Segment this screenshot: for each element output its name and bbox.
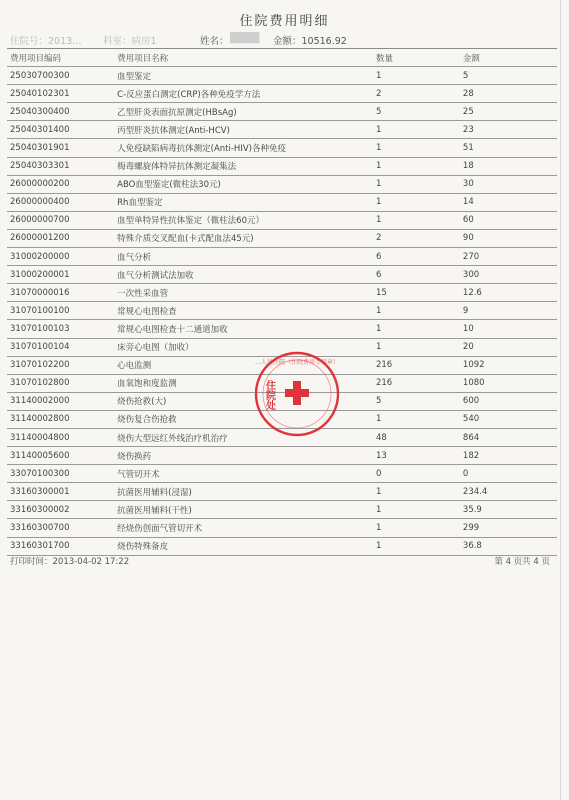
row-item-name: 常规心电图检查: [114, 302, 373, 320]
table-header-row: [7, 49, 557, 67]
row-qty: 1: [373, 483, 460, 501]
expense-table: [7, 48, 557, 556]
row-qty: 1: [373, 302, 460, 320]
header-name: 费用项目名称: [114, 49, 373, 67]
row-amount: 60: [460, 211, 557, 229]
print-time: 打印时间：2013-04-02 17:22: [10, 557, 130, 567]
table-row: [7, 139, 557, 157]
row-qty: 6: [373, 248, 460, 266]
row-qty: 216: [373, 356, 460, 374]
row-qty: 13: [373, 447, 460, 465]
row-item-name: 床旁心电图（加收）: [114, 338, 373, 356]
row-qty: 48: [373, 428, 460, 446]
document-title: 住院费用明细: [239, 14, 330, 29]
row-qty: 216: [373, 374, 460, 392]
table-row: [7, 175, 557, 193]
row-amount: 30: [460, 175, 557, 193]
row-code: 33160301700: [7, 537, 114, 555]
table-row: [7, 465, 557, 483]
row-code: 25030700300: [7, 67, 114, 85]
row-item-name: 经烧伤创面气管切开术: [114, 519, 373, 537]
row-amount: 540: [460, 410, 557, 428]
row-item-name: C-反应蛋白测定(CRP)各种免疫学方法: [114, 85, 373, 103]
row-code: 25040303301: [7, 157, 114, 175]
page-info: 第 4 页共 4 页: [494, 557, 550, 567]
row-qty: 15: [373, 284, 460, 302]
row-code: 31140002000: [7, 392, 114, 410]
table-row: [7, 266, 557, 284]
row-code: 26000000200: [7, 175, 114, 193]
table-row: [7, 537, 557, 555]
row-code: 33070100300: [7, 465, 114, 483]
row-amount: 1080: [460, 374, 557, 392]
row-code: 31070100103: [7, 320, 114, 338]
row-amount: 18: [460, 157, 557, 175]
row-qty: 1: [373, 67, 460, 85]
row-item-name: Rh血型鉴定: [114, 193, 373, 211]
table-row: [7, 447, 557, 465]
row-qty: 1: [373, 410, 460, 428]
row-amount: 51: [460, 139, 557, 157]
row-item-name: 烧伤大型远红外线治疗机治疗: [114, 428, 373, 446]
row-qty: 1: [373, 338, 460, 356]
row-qty: 1: [373, 501, 460, 519]
row-qty: 1: [373, 211, 460, 229]
table-row: [7, 501, 557, 519]
row-code: 33160300700: [7, 519, 114, 537]
row-amount: 28: [460, 85, 557, 103]
row-item-name: 气管切开术: [114, 465, 373, 483]
row-code: 26000001200: [7, 229, 114, 247]
row-item-name: ABO血型鉴定(微柱法30元): [114, 175, 373, 193]
row-code: 31140004800: [7, 428, 114, 446]
row-amount: 35.9: [460, 501, 557, 519]
stamp-cross-horizontal: [285, 389, 309, 397]
row-amount: 270: [460, 248, 557, 266]
row-amount: 0: [460, 465, 557, 483]
row-code: 31140005600: [7, 447, 114, 465]
row-amount: 5: [460, 67, 557, 85]
row-qty: 1: [373, 175, 460, 193]
row-amount: 9: [460, 302, 557, 320]
row-item-name: 烧伤抢救(大): [114, 392, 373, 410]
table-row: [7, 229, 557, 247]
row-amount: 36.8: [460, 537, 557, 555]
row-amount: 20: [460, 338, 557, 356]
row-item-name: 血型鉴定: [114, 67, 373, 85]
row-item-name: 心电监测: [114, 356, 373, 374]
row-qty: 1: [373, 537, 460, 555]
row-amount: 299: [460, 519, 557, 537]
row-amount: 234.4: [460, 483, 557, 501]
row-code: 26000000400: [7, 193, 114, 211]
table-row: [7, 284, 557, 302]
table-row: [7, 483, 557, 501]
table-row: [7, 519, 557, 537]
row-qty: 2: [373, 85, 460, 103]
row-code: 25040301400: [7, 121, 114, 139]
row-item-name: 丙型肝炎抗体测定(Anti-HCV): [114, 121, 373, 139]
row-code: 25040102301: [7, 85, 114, 103]
row-qty: 1: [373, 519, 460, 537]
total-amount: 金额：10516.92: [273, 36, 347, 47]
row-amount: 1092: [460, 356, 557, 374]
row-amount: 10: [460, 320, 557, 338]
row-item-name: 血型单特异性抗体鉴定（微柱法60元）: [114, 211, 373, 229]
row-code: 31070000016: [7, 284, 114, 302]
row-code: 26000000700: [7, 211, 114, 229]
table-row: [7, 121, 557, 139]
ward: 科室：病房1: [103, 36, 157, 47]
row-qty: 1: [373, 320, 460, 338]
name-label: 姓名：: [200, 36, 229, 47]
row-amount: 25: [460, 103, 557, 121]
row-amount: 12.6: [460, 284, 557, 302]
table-row: [7, 211, 557, 229]
row-code: 31000200001: [7, 266, 114, 284]
stamp-ring-text: …人民医院（住院费用专用章）: [254, 359, 340, 366]
table-row: [7, 193, 557, 211]
row-code: 25040300400: [7, 103, 114, 121]
table-row: [7, 302, 557, 320]
table-row: [7, 157, 557, 175]
row-code: 31070102800: [7, 374, 114, 392]
patient-id: 住院号：2013…: [10, 36, 82, 47]
row-amount: 90: [460, 229, 557, 247]
row-amount: 864: [460, 428, 557, 446]
row-qty: 2: [373, 229, 460, 247]
row-qty: 1: [373, 193, 460, 211]
row-item-name: 梅毒螺旋体特异抗体测定凝集法: [114, 157, 373, 175]
table-row: [7, 320, 557, 338]
row-item-name: 烧伤特殊备皮: [114, 537, 373, 555]
header-qty: 数量: [373, 49, 460, 67]
row-amount: 300: [460, 266, 557, 284]
table-row: [7, 85, 557, 103]
row-item-name: 抗菌医用辅料(干性): [114, 501, 373, 519]
row-qty: 1: [373, 139, 460, 157]
row-code: 31070100104: [7, 338, 114, 356]
table-row: [7, 248, 557, 266]
row-qty: 6: [373, 266, 460, 284]
hospital-stamp: [253, 350, 341, 438]
row-item-name: 血氧饱和度监测: [114, 374, 373, 392]
row-code: 33160300002: [7, 501, 114, 519]
header-code: 费用项目编码: [7, 49, 114, 67]
row-item-name: 血气分析: [114, 248, 373, 266]
row-code: 31070102200: [7, 356, 114, 374]
table-row: [7, 103, 557, 121]
row-code: 31000200000: [7, 248, 114, 266]
row-item-name: 乙型肝炎表面抗原测定(HBsAg): [114, 103, 373, 121]
scan-edge-line: [560, 0, 561, 800]
row-qty: 0: [373, 465, 460, 483]
name-value: ████: [230, 33, 260, 44]
row-amount: 23: [460, 121, 557, 139]
row-item-name: 人免疫缺陷病毒抗体测定(Anti-HIV)各种免疫: [114, 139, 373, 157]
row-code: 25040301901: [7, 139, 114, 157]
row-qty: 1: [373, 121, 460, 139]
row-item-name: 烧伤复合伤抢救: [114, 410, 373, 428]
row-amount: 182: [460, 447, 557, 465]
row-item-name: 常规心电图检查十二通道加收: [114, 320, 373, 338]
table-row: [7, 67, 557, 85]
row-code: 31070100100: [7, 302, 114, 320]
row-item-name: 抗菌医用辅料(浸湿): [114, 483, 373, 501]
stamp-label: 住院处: [263, 380, 275, 410]
row-code: 33160300001: [7, 483, 114, 501]
row-qty: 1: [373, 157, 460, 175]
row-item-name: 一次性采血管: [114, 284, 373, 302]
row-item-name: 特殊介质交叉配血(卡式配血法45元): [114, 229, 373, 247]
row-code: 31140002800: [7, 410, 114, 428]
row-item-name: 血气分析测试法加收: [114, 266, 373, 284]
row-qty: 5: [373, 392, 460, 410]
row-amount: 600: [460, 392, 557, 410]
header-amount: 金额: [460, 49, 557, 67]
row-item-name: 烧伤换药: [114, 447, 373, 465]
row-qty: 5: [373, 103, 460, 121]
row-amount: 14: [460, 193, 557, 211]
